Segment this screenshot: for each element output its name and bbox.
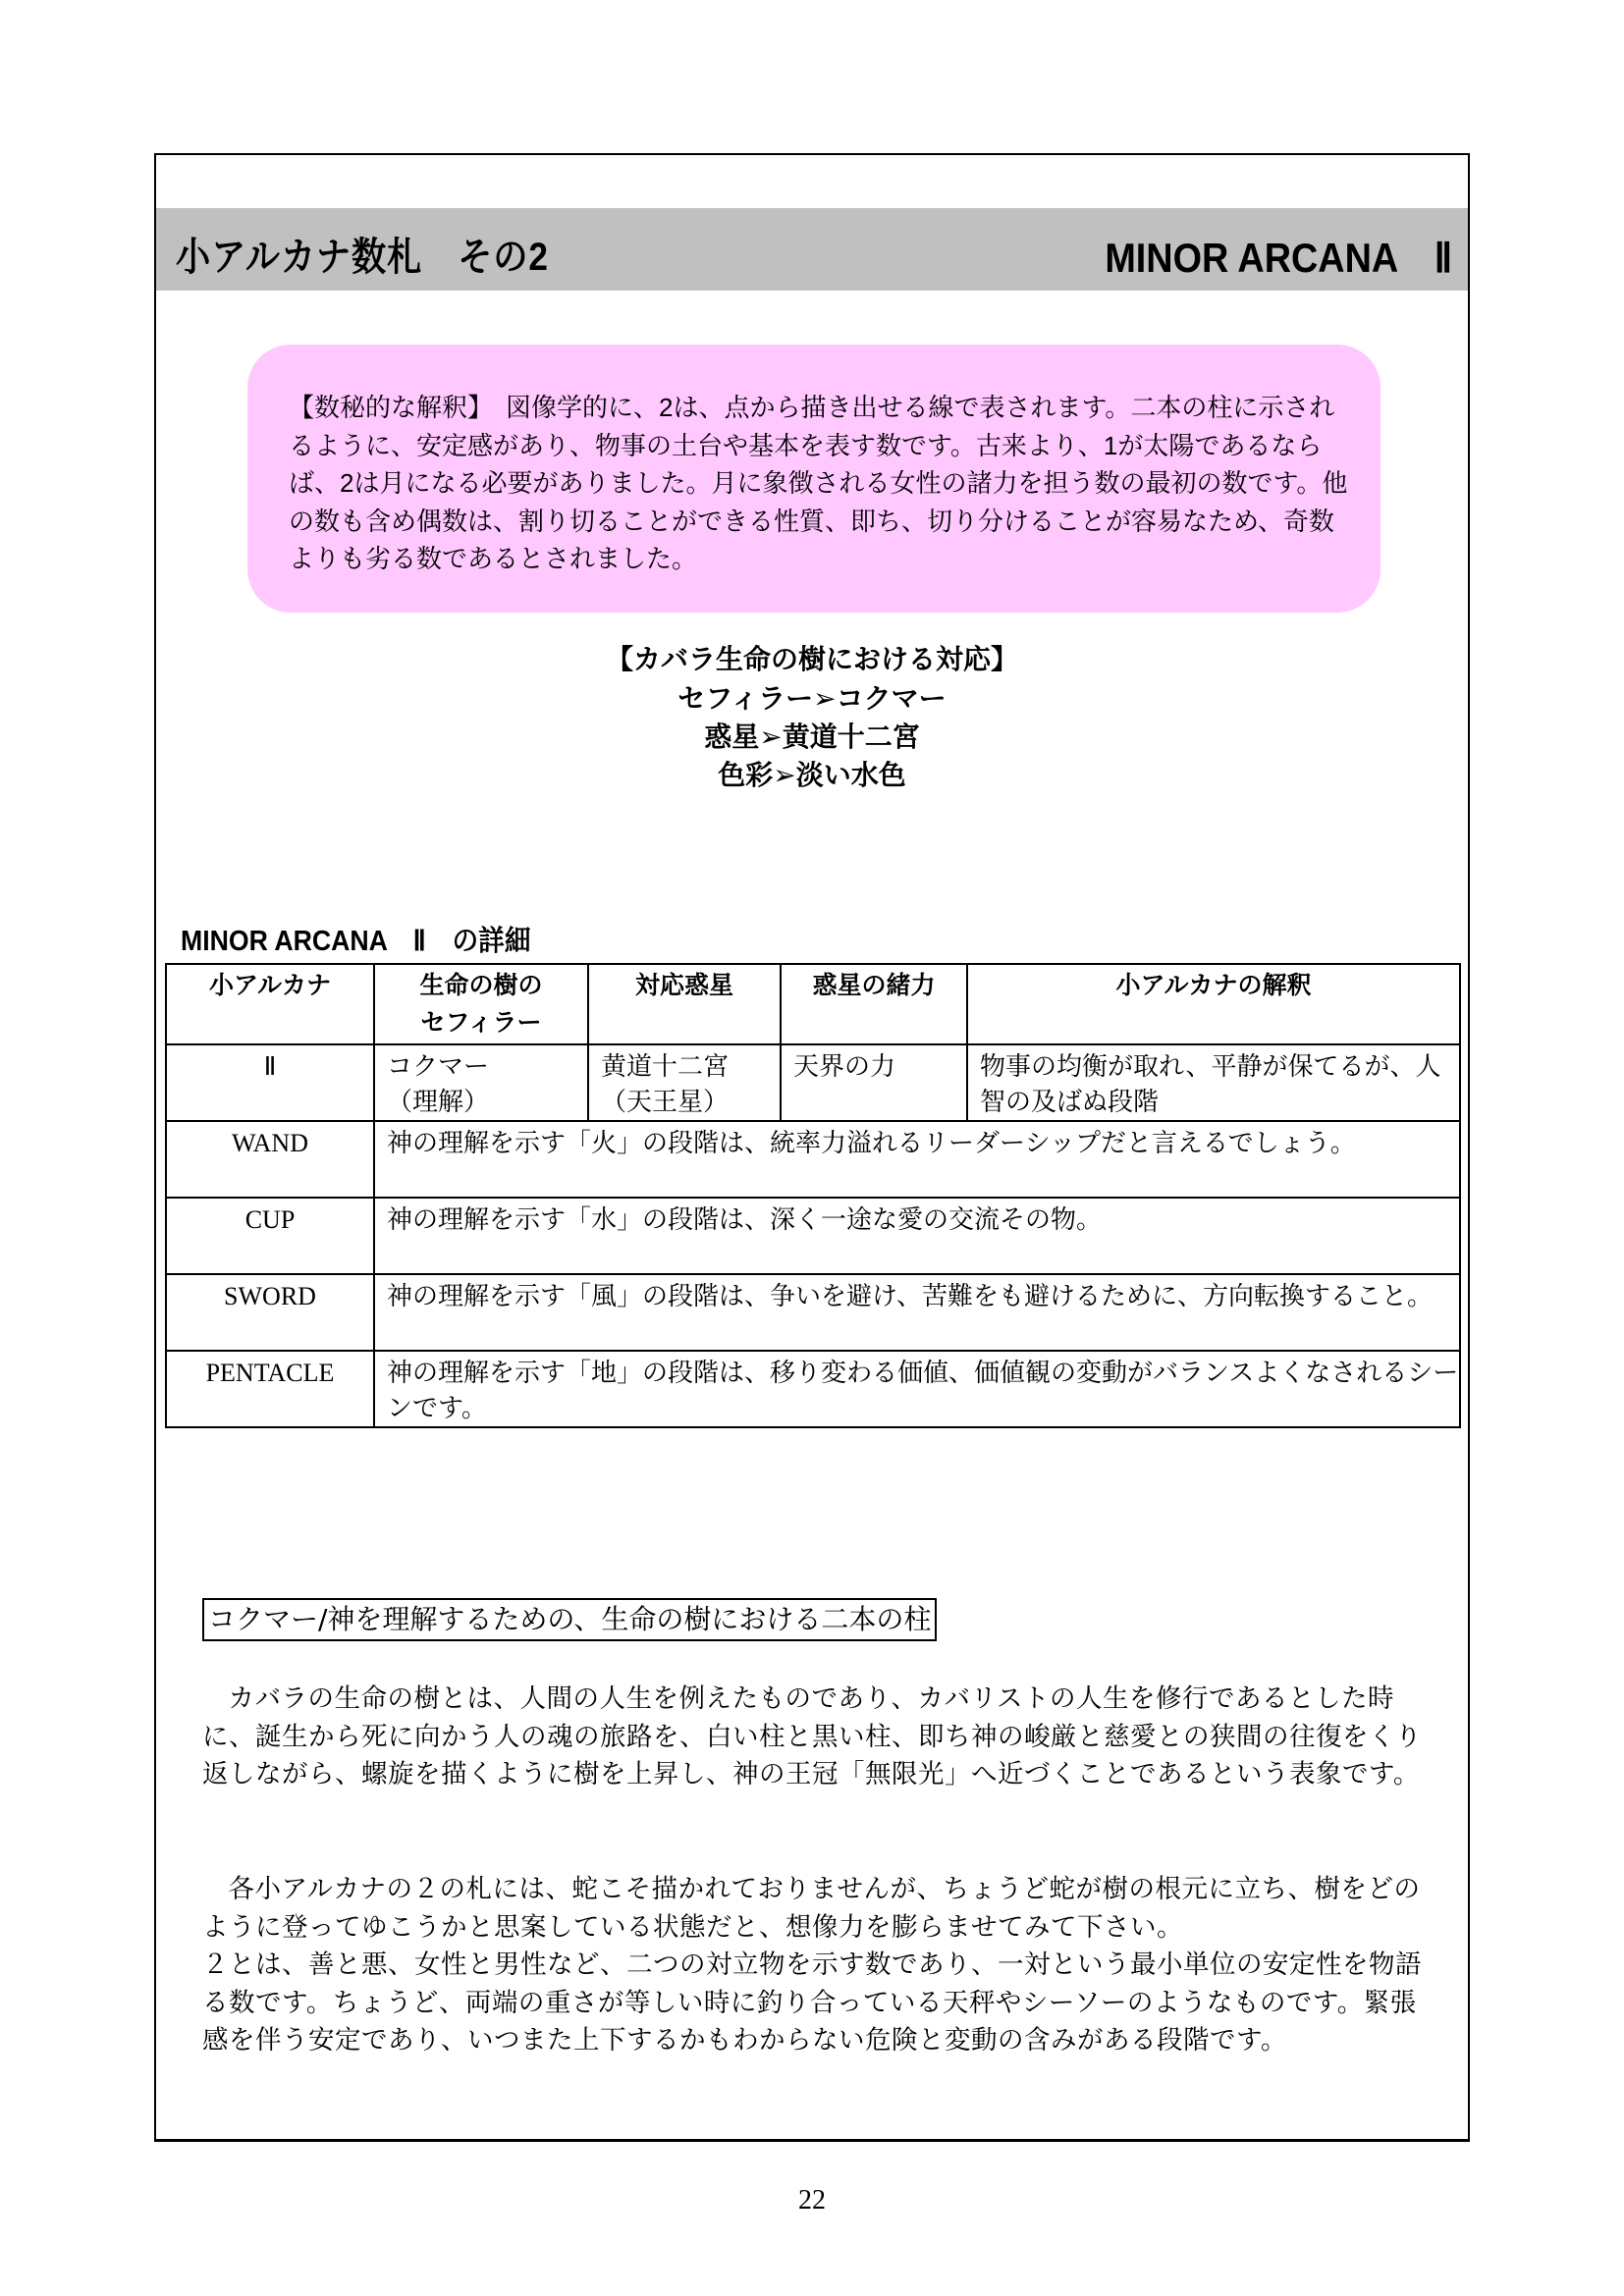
table-row (166, 1274, 1460, 1351)
page-number: 22 (798, 2185, 826, 2216)
kabbala-line-color: 色彩➢淡い水色 (718, 759, 906, 791)
suit-text: 神の理解を示す「風」の段階は、争いを避け、苦難をも避けるために、方向転換すること。 (374, 1274, 1460, 1351)
page-title-en: MINOR ARCANA Ⅱ (1105, 235, 1452, 281)
header-arcana: 小アルカナ (166, 964, 374, 1044)
cell-sephira (374, 1044, 588, 1121)
suit-text: 神の理解を示す「火」の段階は、統率力溢れるリーダーシップだと言えるでしょう。 (374, 1121, 1460, 1198)
suit-name: CUP (166, 1198, 374, 1274)
header-interpretation: 小アルカナの解釈 (967, 964, 1460, 1044)
page-title-jp: 小アルカナ数札 その2 (176, 236, 549, 279)
kabbala-heading: 【カバラ生命の樹における対応】 (605, 643, 1018, 675)
kabbala-line-sephira: セフィラー➢コクマー (677, 682, 947, 715)
table-header-row (166, 964, 1460, 1044)
cell-arcana: Ⅱ (166, 1044, 374, 1121)
cell-planet-text: 黄道十二宮 （天王星） (601, 1052, 730, 1116)
cell-planet (588, 1044, 781, 1121)
cell-sephira-text: コクマー （理解） (387, 1052, 490, 1116)
section-heading: コクマー/神を理解するための、生命の樹における二本の柱 (202, 1598, 937, 1641)
title-bar (156, 208, 1468, 291)
detail-table (165, 963, 1461, 1428)
suit-name: WAND (166, 1121, 374, 1198)
kabbala-line-planet: 惑星➢黄道十二宮 (704, 721, 920, 753)
cell-power: 天界の力 (781, 1044, 967, 1121)
header-sephira-text: 生命の樹の セフィラー (419, 971, 543, 1037)
header-sephira (374, 964, 588, 1044)
suit-text: 神の理解を示す「地」の段階は、移り変わる価値、価値観の変動がバランスよくなされるシーンです。 (374, 1351, 1460, 1427)
suit-text: 神の理解を示す「水」の段階は、深く一途な愛の交流その物。 (374, 1198, 1460, 1274)
table-row (166, 1351, 1460, 1427)
numerology-text: 【数秘的な解釈】 図像学的に、2は、点から描き出せる線で表されます。二本の柱に示されるように、安定感があり、物事の土台や基本を表す数です。古来より、1が太陽であるならば、2は月になる必要がありました。月に象徴される女性の諸力を担う数の最初の数です。他の数も含め偶数は、割り切ることができる性質、即ち、切り分けることが容易なため、奇数よりも劣る数であるとされました。 (289, 393, 1348, 573)
detail-title: MINOR ARCANA Ⅱ の詳細 (181, 926, 531, 957)
cell-interpretation: 物事の均衡が取れ、平静が保てるが、人智の及ばぬ段階 (967, 1044, 1460, 1121)
numerology-box (247, 345, 1380, 613)
table-row (166, 1198, 1460, 1274)
table-row-main (166, 1044, 1460, 1121)
header-planet: 対応惑星 (588, 964, 781, 1044)
body-paragraph: カバラの生命の樹とは、人間の人生を例えたものであり、カバリストの人生を修行であるとした時に、誕生から死に向かう人の魂の旅路を、白い柱と黒い柱、即ち神の峻厳と慈愛との狭間の往復をくり返しながら、螺旋を描くように樹を上昇し、神の王冠「無限光」へ近づくことであるという表象です。 (202, 1683, 1422, 1790)
body-paragraph: 各小アルカナの２の札には、蛇こそ描かれておりませんが、ちょうど蛇が樹の根元に立ち、樹をどのように登ってゆこうかと思案している状態だと、想像力を膨らませてみて下さい。 (202, 1874, 1421, 1943)
header-power: 惑星の緒力 (781, 964, 967, 1044)
table-row (166, 1121, 1460, 1198)
body-paragraph: ２とは、善と悪、女性と男性など、二つの対立物を示す数であり、一対という最小単位の安定性を物語る数です。ちょうど、両端の重さが等しい時に釣り合っている天秤やシーソーのようなものです。緊張感を伴う安定であり、いつまた上下するかもわからない危険と変動の含みがある段階です。 (202, 1949, 1422, 2056)
suit-name: PENTACLE (166, 1351, 374, 1427)
suit-name: SWORD (166, 1274, 374, 1351)
